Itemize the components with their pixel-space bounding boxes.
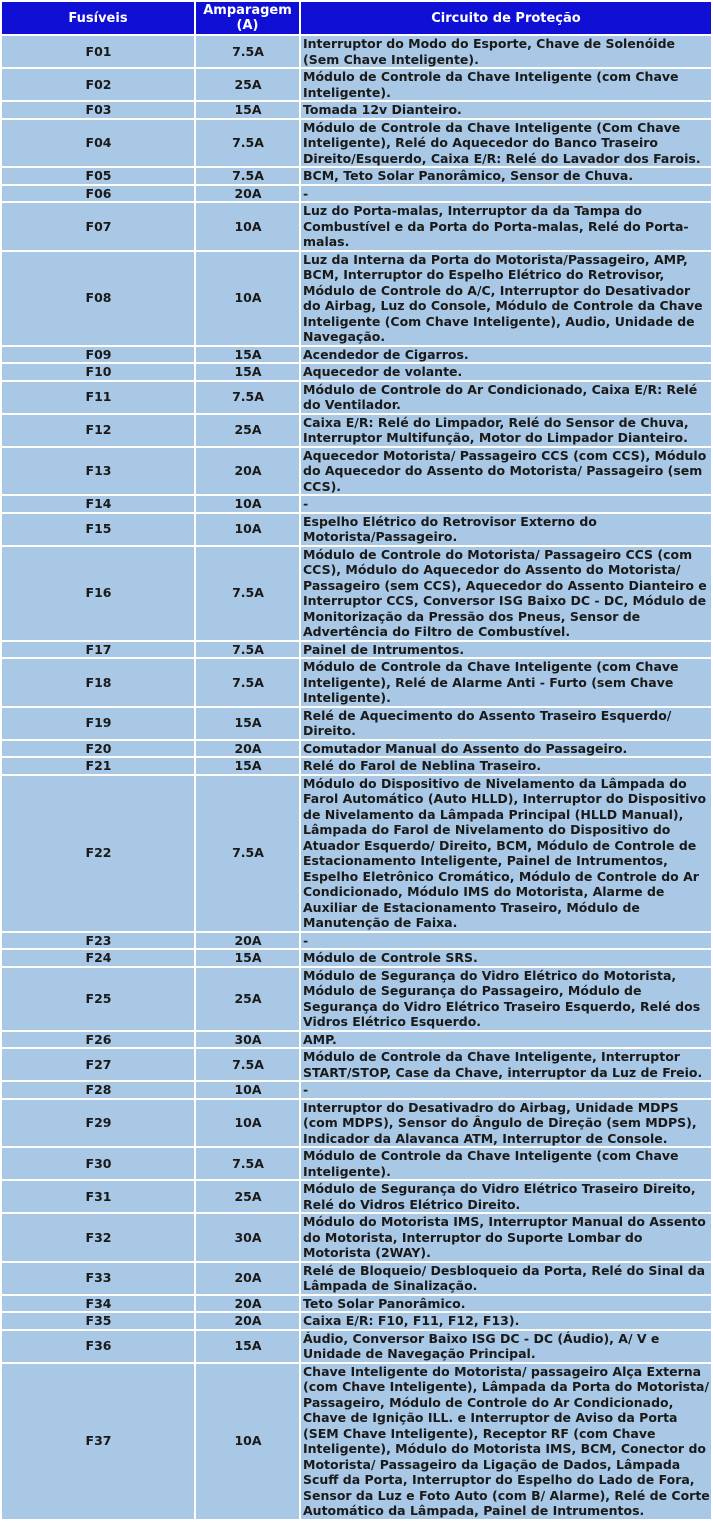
amperage-cell: 7.5A — [196, 382, 299, 413]
fuse-cell: F11 — [2, 382, 194, 413]
table-row — [2, 758, 711, 774]
table-row — [2, 1049, 711, 1080]
circuit-cell: Interruptor do Modo do Esporte, Chave de Solenóide (Sem Chave Inteligente). — [301, 36, 711, 67]
fuse-cell: F27 — [2, 1049, 194, 1080]
amperage-cell: 7.5A — [196, 36, 299, 67]
table-row — [2, 1214, 711, 1261]
fuse-cell: F02 — [2, 69, 194, 100]
circuit-cell: Teto Solar Panorâmico. — [301, 1296, 711, 1312]
table-row — [2, 203, 711, 250]
circuit-cell: Comutador Manual do Assento do Passageiro. — [301, 741, 711, 757]
table-row — [2, 1313, 711, 1329]
amperage-cell: 20A — [196, 741, 299, 757]
header-fuse: Fusíveis — [2, 2, 194, 34]
fuse-cell: F33 — [2, 1263, 194, 1294]
amperage-cell: 25A — [196, 69, 299, 100]
fuse-cell: F08 — [2, 252, 194, 345]
circuit-cell: Chave Inteligente do Motorista/ passageiro Alça Externa (com Chave Inteligente), Lâmpada da Porta do Motorista/ Passageiro, Módulo de Controle do Ar Condicionado, Chave de Ignição ILL. e Interruptor de Aviso da Porta (SEM Chave Inteligente), Receptor RF (com Chave Inteligente), Módulo do Motorista IMS, BCM, Conector do Motorista/ Passageiro da Ligação de Dados, Lâmpada Scuff da Porta, Interruptor do Espelho do Lado de Fora, Sensor da Luz e Foto Auto (com B/ Alarme), Relé de Corte Automático da Lâmpada, Painel de Intrumentos. — [303, 1363, 710, 1518]
amperage-cell: 25A — [196, 968, 299, 1030]
header-amperage: Amparagem (A) — [196, 2, 299, 34]
amperage-cell: 7.5A — [196, 659, 299, 706]
circuit-cell: Áudio, Conversor Baixo ISG DC - DC (Áudio), A/ V e Unidade de Navegação Principal. — [301, 1331, 711, 1362]
circuit-cell: Caixa E/R: Relé do Limpador, Relé do Sensor de Chuva, Interruptor Multifunção, Motor do Limpador Dianteiro. — [301, 415, 711, 446]
circuit-cell: Aquecedor de volante. — [301, 364, 711, 380]
amperage-cell: 15A — [196, 950, 299, 966]
amperage-cell: 10A — [196, 1100, 299, 1147]
amperage-cell: 15A — [196, 708, 299, 739]
table-row — [2, 1364, 711, 1519]
amperage-cell: 7.5A — [196, 547, 299, 640]
amperage-cell: 20A — [196, 1313, 299, 1329]
amperage-cell: 10A — [196, 203, 299, 250]
fuse-cell: F16 — [2, 547, 194, 640]
amperage-cell: 20A — [196, 1263, 299, 1294]
table-row — [2, 514, 711, 545]
circuit-cell: - — [301, 186, 711, 202]
amperage-cell: 10A — [196, 1364, 299, 1519]
amperage-cell: 10A — [196, 514, 299, 545]
circuit-cell: Luz da Interna da Porta do Motorista/Passageiro, AMP, BCM, Interruptor do Espelho Elétrico do Retrovisor, Módulo de Controle do A/C, Interruptor do Desativador do Airbag, Luz do Console, Módulo de Controle da Chave Inteligente (Com Chave Inteligente), Audio, Unidade de Navegação. — [301, 252, 711, 345]
circuit-cell: Módulo de Controle da Chave Inteligente, Interruptor START/STOP, Case da Chave, interruptor da Luz de Freio. — [301, 1049, 711, 1080]
fuse-cell: F19 — [2, 708, 194, 739]
fuse-cell: F21 — [2, 758, 194, 774]
table-row — [2, 1331, 711, 1362]
circuit-cell: Relé de Aquecimento do Assento Traseiro Esquerdo/ Direito. — [301, 708, 711, 739]
table-row — [2, 776, 711, 931]
fuse-cell: F31 — [2, 1181, 194, 1212]
table-row — [2, 950, 711, 966]
fuse-cell: F29 — [2, 1100, 194, 1147]
table-row — [2, 102, 711, 118]
fuse-cell: F12 — [2, 415, 194, 446]
fuse-cell: F20 — [2, 741, 194, 757]
table-row — [2, 364, 711, 380]
circuit-cell: - — [301, 1082, 711, 1098]
circuit-cell: Módulo de Controle SRS. — [301, 950, 711, 966]
circuit-cell: Módulo de Segurança do Vidro Elétrico do Motorista, Módulo de Segurança do Passageiro, Módulo de Segurança do Vidro Elétrico Traseiro Esquerdo, Relé dos Vidros Elétrico Esquerdo. — [301, 968, 711, 1030]
circuit-cell: - — [301, 933, 711, 949]
circuit-cell: Aquecedor Motorista/ Passageiro CCS (com CCS), Módulo do Aquecedor do Assento do Motorista/ Passageiro (sem CCS). — [301, 448, 711, 495]
table-row — [2, 968, 711, 1030]
amperage-cell: 30A — [196, 1032, 299, 1048]
table-row — [2, 708, 711, 739]
table-row — [2, 1032, 711, 1048]
table-row — [2, 347, 711, 363]
table-row — [2, 1263, 711, 1294]
fuse-cell: F22 — [2, 776, 194, 931]
table-row — [2, 1296, 711, 1312]
fuse-cell: F07 — [2, 203, 194, 250]
fuse-cell: F17 — [2, 642, 194, 658]
table-row — [2, 659, 711, 706]
fuse-cell: F28 — [2, 1082, 194, 1098]
table-row — [2, 741, 711, 757]
fuse-cell: F32 — [2, 1214, 194, 1261]
amperage-cell: 15A — [196, 1331, 299, 1362]
fuse-cell: F06 — [2, 186, 194, 202]
fuse-cell: F35 — [2, 1313, 194, 1329]
fuse-cell: F01 — [2, 36, 194, 67]
table-row — [2, 1100, 711, 1147]
fuse-cell: F13 — [2, 448, 194, 495]
table-row — [2, 1148, 711, 1179]
circuit-cell: Módulo de Controle da Chave Inteligente (com Chave Inteligente). — [301, 1148, 711, 1179]
amperage-cell: 20A — [196, 186, 299, 202]
table-row — [2, 120, 711, 167]
fuse-cell: F03 — [2, 102, 194, 118]
fuse-cell: F25 — [2, 968, 194, 1030]
fuse-cell: F34 — [2, 1296, 194, 1312]
table-row — [2, 1082, 711, 1098]
fuse-cell: F36 — [2, 1331, 194, 1362]
circuit-cell: Caixa E/R: F10, F11, F12, F13). — [301, 1313, 711, 1329]
table-row — [2, 69, 711, 100]
fuse-cell: F24 — [2, 950, 194, 966]
circuit-cell: Interruptor do Desativadro do Airbag, Unidade MDPS (com MDPS), Sensor do Ângulo de Direção (sem MDPS), Indicador da Alavanca ATM, Interruptor de Console. — [301, 1100, 711, 1147]
amperage-cell: 7.5A — [196, 1049, 299, 1080]
header-circuit: Circuito de Proteção — [301, 2, 711, 34]
amperage-cell: 25A — [196, 1181, 299, 1212]
table-row — [2, 448, 711, 495]
table-row — [2, 36, 711, 67]
fuse-cell: F37 — [2, 1364, 194, 1519]
circuit-cell: Painel de Intrumentos. — [301, 642, 711, 658]
fuse-cell: F15 — [2, 514, 194, 545]
circuit-cell: Módulo de Controle da Chave Inteligente (Com Chave Inteligente), Relé do Aquecedor do Banco Traseiro Direito/Esquerdo, Caixa E/R: Relé do Lavador dos Farois. — [301, 120, 711, 167]
amperage-cell: 20A — [196, 448, 299, 495]
amperage-cell: 7.5A — [196, 120, 299, 167]
fuse-cell: F10 — [2, 364, 194, 380]
fuse-cell: F14 — [2, 496, 194, 512]
table-row — [2, 168, 711, 184]
amperage-cell: 15A — [196, 347, 299, 363]
circuit-cell: BCM, Teto Solar Panorâmico, Sensor de Chuva. — [301, 168, 711, 184]
fuse-cell: F04 — [2, 120, 194, 167]
fuse-cell: F26 — [2, 1032, 194, 1048]
table-row — [2, 547, 711, 640]
circuit-cell: Módulo do Dispositivo de Nivelamento da Lâmpada do Farol Automático (Auto HLLD), Interruptor do Dispositivo de Nivelamento da Lâmpada Principal (HLLD Manual), Lâmpada do Farol de Nivelamento do Dispositivo do Atuador Esquerdo/ Direito, BCM, Módulo de Controle de Estacionamento Inteligente, Painel de Intrumentos, Espelho Eletrônico Cromático, Módulo de Controle do Ar Condicionado, Módulo IMS do Motorista, Alarme de Auxiliar de Estacionamento Traseiro, Módulo de Manutenção de Faixa. — [301, 776, 711, 931]
circuit-cell: Módulo de Controle da Chave Inteligente (com Chave Inteligente), Relé de Alarme Anti - Furto (sem Chave Inteligente). — [301, 659, 711, 706]
amperage-cell: 15A — [196, 102, 299, 118]
header-row — [2, 2, 711, 34]
table-row — [2, 186, 711, 202]
circuit-cell: Relé do Farol de Neblina Traseiro. — [301, 758, 711, 774]
circuit-cell: AMP. — [301, 1032, 711, 1048]
amperage-cell: 20A — [196, 933, 299, 949]
table-row — [2, 415, 711, 446]
circuit-cell: Acendedor de Cigarros. — [301, 347, 711, 363]
circuit-cell: Módulo de Controle da Chave Inteligente (com Chave Inteligente). — [301, 69, 711, 100]
table-row — [2, 933, 711, 949]
amperage-cell: 7.5A — [196, 168, 299, 184]
amperage-cell: 10A — [196, 252, 299, 345]
fuse-cell: F05 — [2, 168, 194, 184]
table-row — [2, 642, 711, 658]
circuit-cell: Módulo do Motorista IMS, Interruptor Manual do Assento do Motorista, Interruptor do Suporte Lombar do Motorista (2WAY). — [301, 1214, 711, 1261]
circuit-cell: - — [301, 496, 711, 512]
amperage-cell: 30A — [196, 1214, 299, 1261]
fuse-cell: F18 — [2, 659, 194, 706]
amperage-cell: 25A — [196, 415, 299, 446]
table-row — [2, 252, 711, 345]
amperage-cell: 10A — [196, 1082, 299, 1098]
amperage-cell: 20A — [196, 1296, 299, 1312]
amperage-cell: 10A — [196, 496, 299, 512]
amperage-cell: 7.5A — [196, 1148, 299, 1179]
table-row — [2, 382, 711, 413]
circuit-cell: Módulo de Controle do Motorista/ Passageiro CCS (com CCS), Módulo do Aquecedor do Assento do Motorista/ Passageiro (sem CCS), Aquecedor do Assento Dianteiro e Interruptor CCS, Conversor ISG Baixo DC - DC, Módulo de Monitorização da Pressão dos Pneus, Sensor de Advertência do Filtro de Combustível. — [301, 547, 711, 640]
circuit-cell: Módulo de Segurança do Vidro Elétrico Traseiro Direito, Relé do Vidros Elétrico Direito. — [301, 1181, 711, 1212]
fuse-cell: F09 — [2, 347, 194, 363]
circuit-cell: Módulo de Controle do Ar Condicionado, Caixa E/R: Relé do Ventilador. — [301, 382, 711, 413]
circuit-cell: Tomada 12v Dianteiro. — [301, 102, 711, 118]
amperage-cell: 15A — [196, 364, 299, 380]
amperage-cell: 15A — [196, 758, 299, 774]
table-row — [2, 496, 711, 512]
amperage-cell: 7.5A — [196, 776, 299, 931]
circuit-cell: Luz do Porta-malas, Interruptor da da Tampa do Combustível e da Porta do Porta-malas, Relé do Porta-malas. — [301, 203, 711, 250]
circuit-cell: Relé de Bloqueio/ Desbloqueio da Porta, Relé do Sinal da Lâmpada de Sinalização. — [301, 1263, 711, 1294]
amperage-cell: 7.5A — [196, 642, 299, 658]
table-row — [2, 1181, 711, 1212]
fuse-table-body — [2, 36, 711, 1519]
fuse-cell: F30 — [2, 1148, 194, 1179]
circuit-cell: Espelho Elétrico do Retrovisor Externo do Motorista/Passageiro. — [301, 514, 711, 545]
fuse-cell: F23 — [2, 933, 194, 949]
